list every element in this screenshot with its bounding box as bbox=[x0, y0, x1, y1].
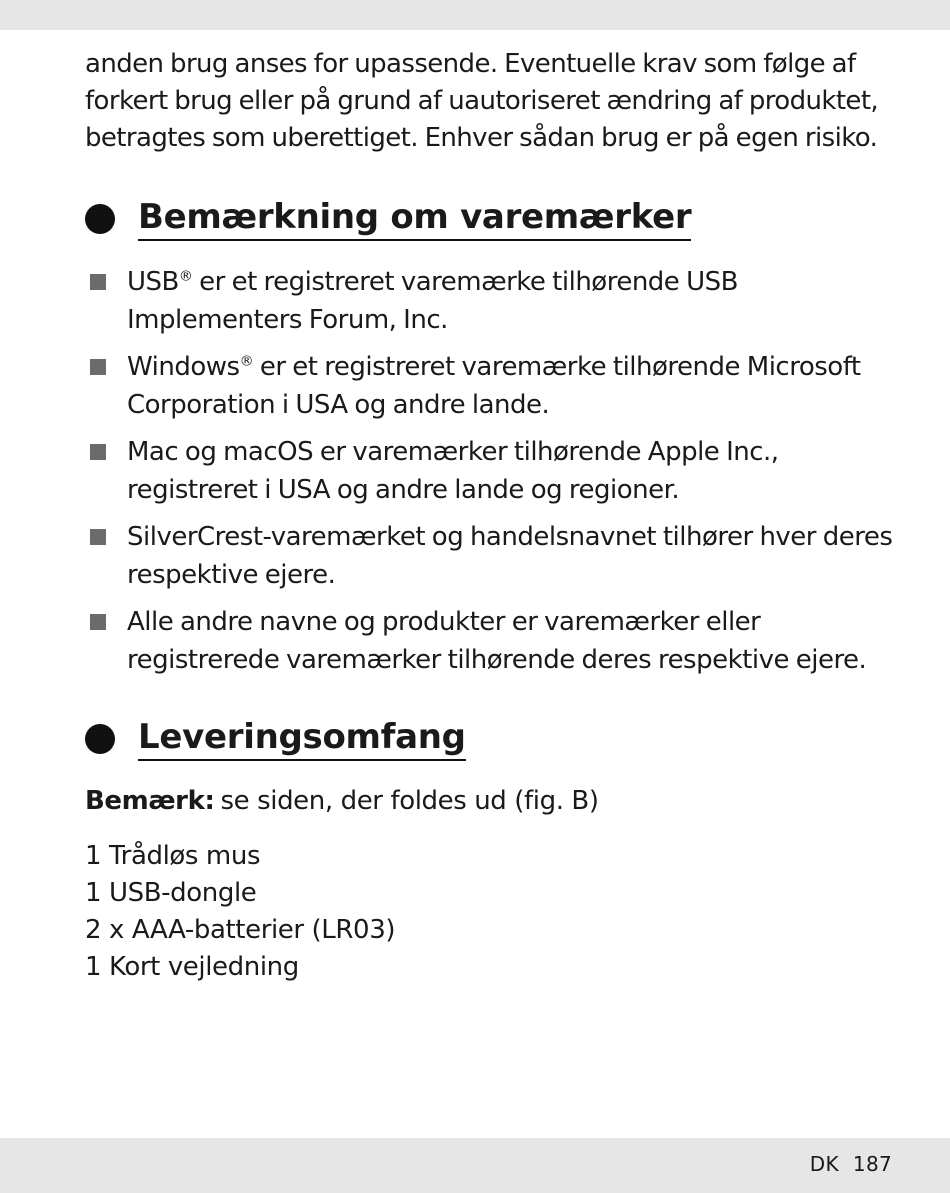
item-line2: registrerede varemærker tilhørende deres respektive ejere. bbox=[127, 645, 867, 675]
delivery-list bbox=[85, 838, 897, 986]
delivery-item: 1 Trådløs mus bbox=[85, 841, 261, 871]
item-line1: SilverCrest-varemærket og handelsnavnet tilhører hver deres bbox=[127, 522, 893, 552]
item-line1: er et registreret varemærke tilhørende USB bbox=[192, 267, 738, 297]
delivery-note bbox=[85, 783, 897, 820]
square-bullet-icon bbox=[90, 529, 106, 545]
item-lead: USB bbox=[127, 267, 179, 297]
delivery-item: 2 x AAA-batterier (LR03) bbox=[85, 915, 396, 945]
filled-circle-icon bbox=[85, 204, 115, 234]
trademarks-heading bbox=[85, 197, 897, 241]
list-item bbox=[85, 603, 897, 679]
trademarks-list bbox=[85, 263, 897, 679]
registered-mark: ® bbox=[239, 353, 254, 370]
list-item bbox=[85, 433, 897, 509]
footer-language: DK bbox=[809, 1152, 839, 1176]
item-line2: registreret i USA og andre lande og regioner. bbox=[127, 475, 680, 505]
intro-line: betragtes som uberettiget. Enhver sådan brug er på egen risiko. bbox=[85, 123, 878, 153]
item-line2: Implementers Forum, Inc. bbox=[127, 305, 448, 335]
item-line2: Corporation i USA og andre lande. bbox=[127, 390, 550, 420]
intro-line: anden brug anses for upassende. Eventuelle krav som følge af bbox=[85, 49, 856, 79]
list-item bbox=[85, 518, 897, 594]
note-label: Bemærk: bbox=[85, 786, 215, 816]
trademarks-heading-text: Bemærkning om varemærker bbox=[138, 197, 691, 241]
square-bullet-icon bbox=[90, 274, 106, 290]
delivery-heading-text: Leveringsomfang bbox=[138, 717, 466, 761]
item-line1: er et registreret varemærke tilhørende Microsoft bbox=[253, 352, 861, 382]
delivery-item: 1 Kort vejledning bbox=[85, 952, 299, 982]
page-content bbox=[85, 46, 897, 986]
delivery-item: 1 USB-dongle bbox=[85, 878, 257, 908]
square-bullet-icon bbox=[90, 614, 106, 630]
intro-paragraph bbox=[85, 46, 897, 157]
page-footer bbox=[796, 1152, 892, 1176]
item-line1: Mac og macOS er varemærker tilhørende Apple Inc., bbox=[127, 437, 779, 467]
delivery-heading bbox=[85, 717, 897, 761]
item-line2: respektive ejere. bbox=[127, 560, 336, 590]
item-line1: Alle andre navne og produkter er varemærker eller bbox=[127, 607, 761, 637]
intro-line: forkert brug eller på grund af uautoriseret ændring af produktet, bbox=[85, 86, 879, 116]
list-item bbox=[85, 348, 897, 424]
top-band bbox=[0, 0, 950, 30]
list-item bbox=[85, 263, 897, 339]
note-text: se siden, der foldes ud (fig. B) bbox=[220, 786, 599, 816]
square-bullet-icon bbox=[90, 444, 106, 460]
square-bullet-icon bbox=[90, 359, 106, 375]
footer-page-number: 187 bbox=[852, 1152, 892, 1176]
filled-circle-icon bbox=[85, 724, 115, 754]
registered-mark: ® bbox=[178, 268, 193, 285]
item-lead: Windows bbox=[127, 352, 240, 382]
